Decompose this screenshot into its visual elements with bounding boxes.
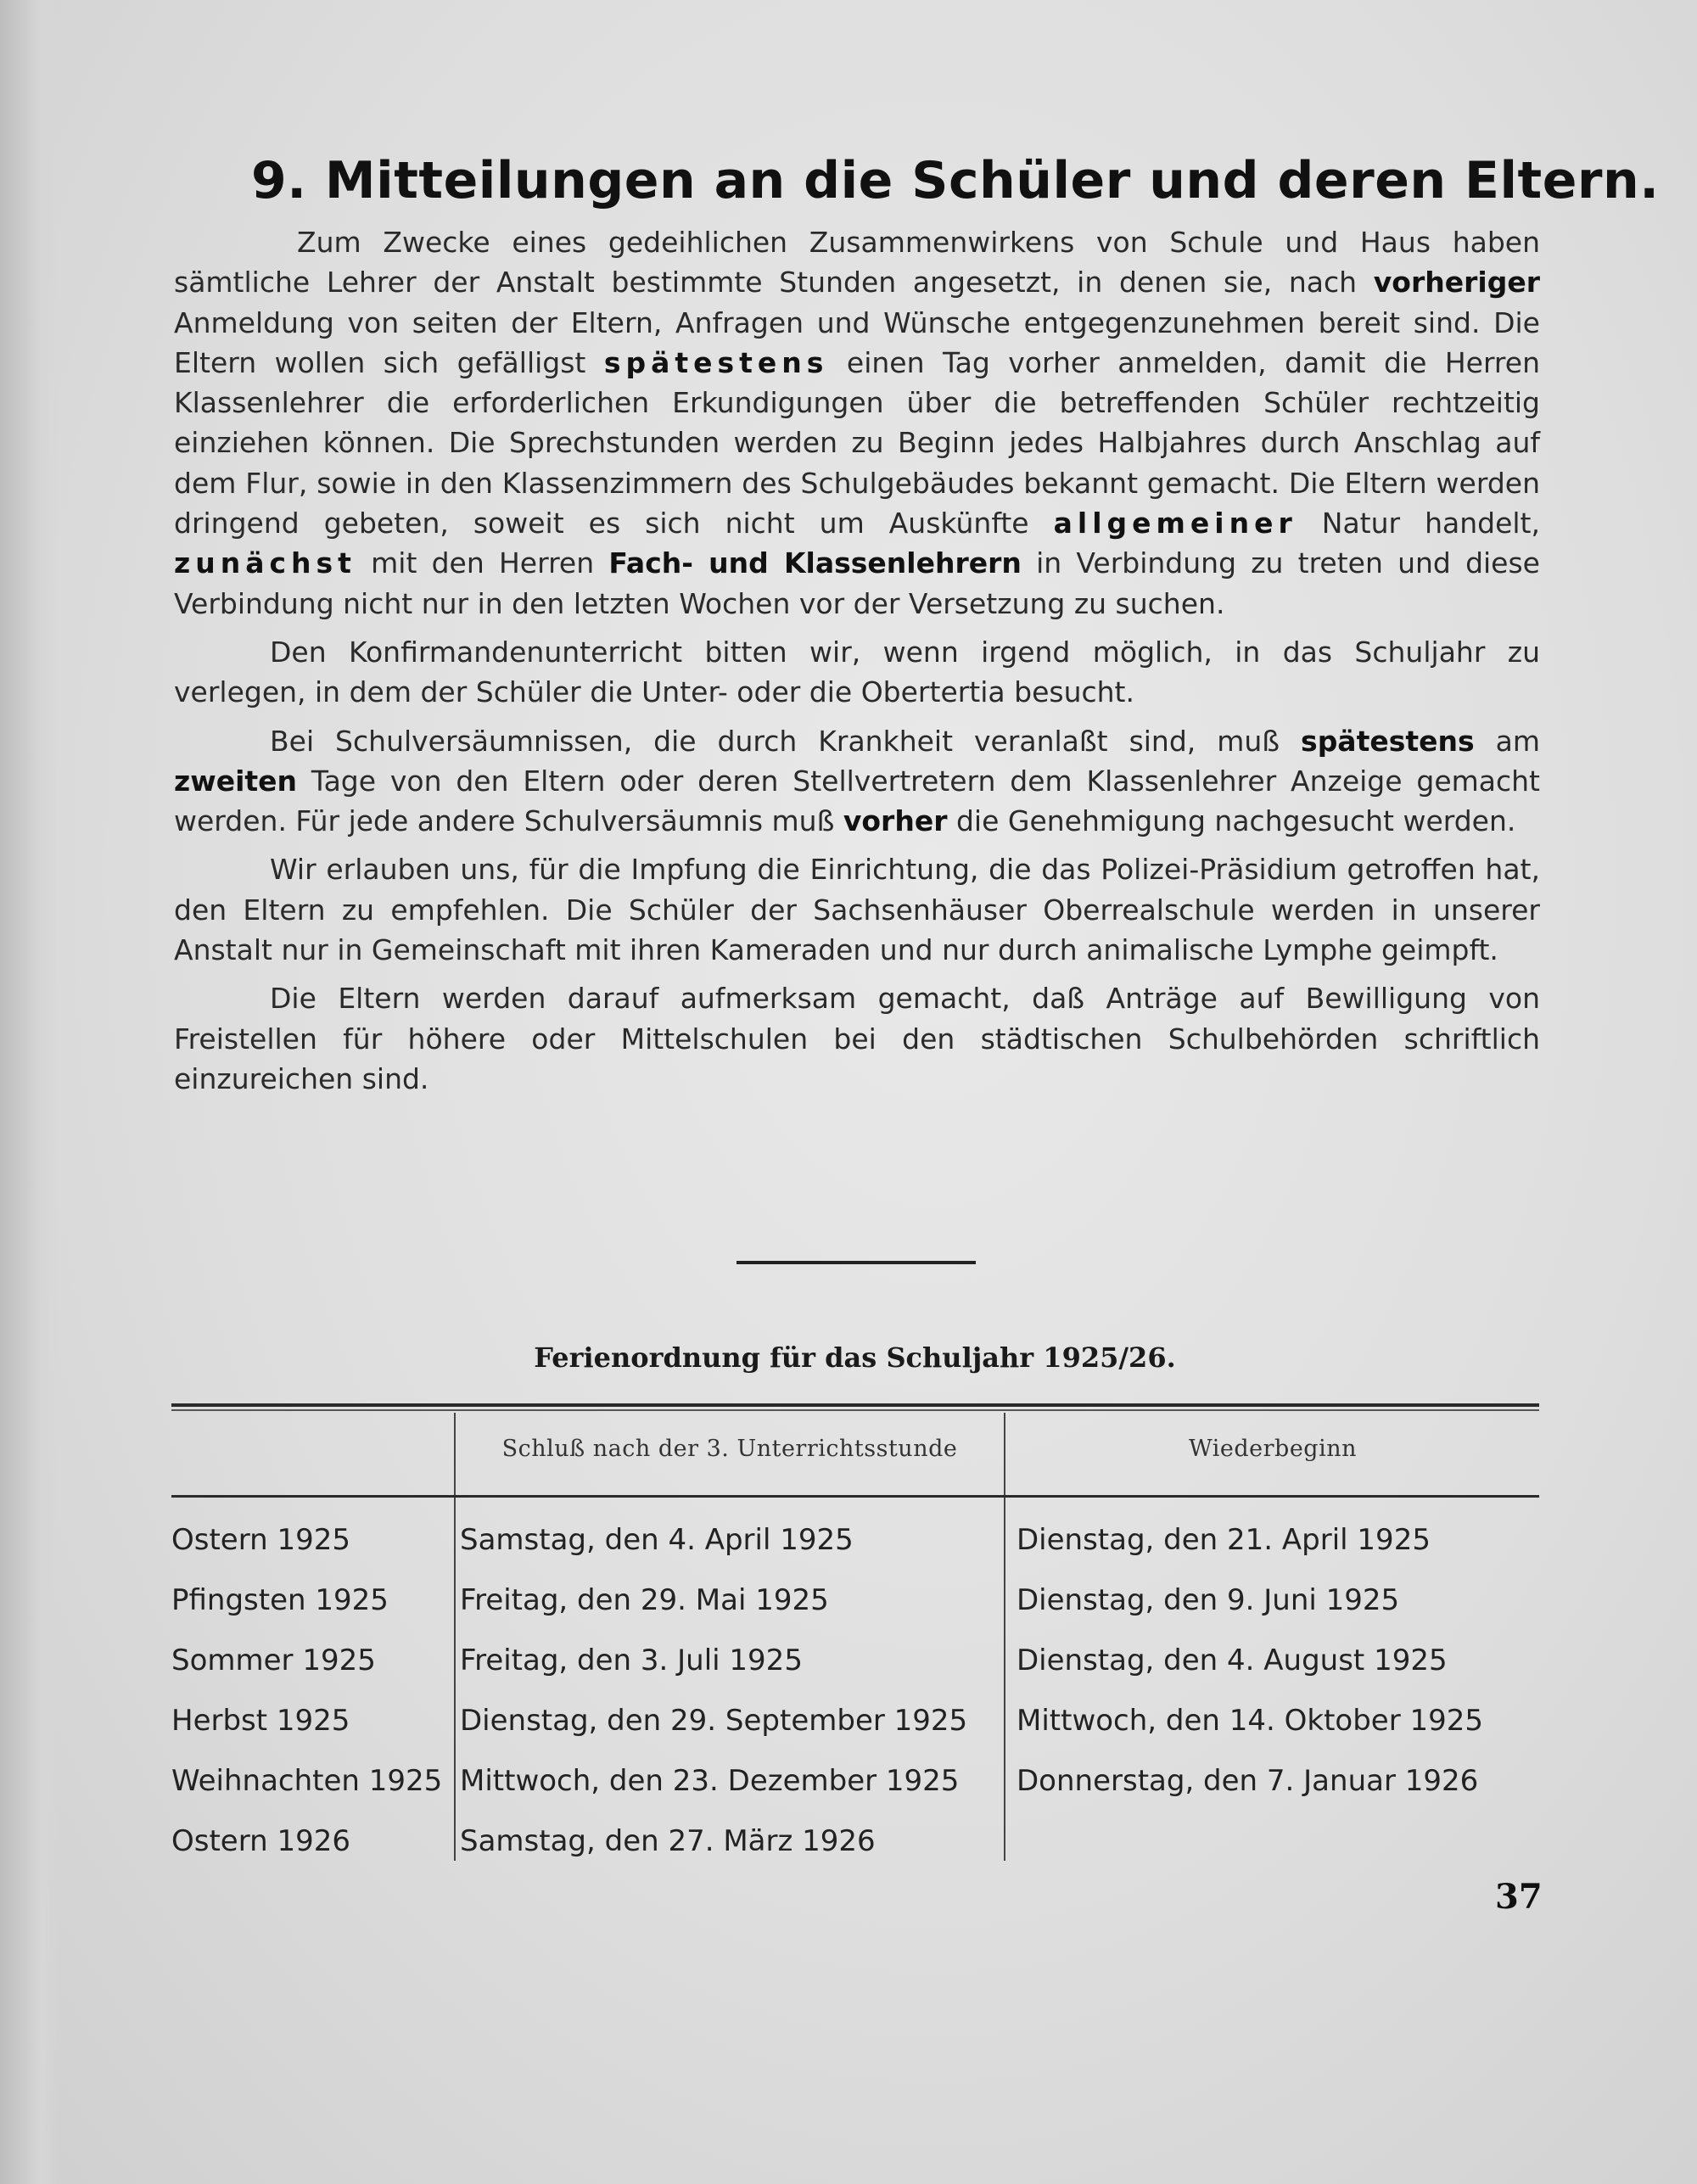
paragraph-free-places: Die Eltern werden darauf aufmerksam gemacht, daß Anträge auf Bewilligung von Freistellen für höhere oder Mittelschulen bei den städtischen Schulbehörden schriftlich einzureichen sind. xyxy=(174,982,1540,1095)
holiday-restart: Dienstag, den 4. August 1925 xyxy=(1017,1644,1448,1677)
holiday-end: Mittwoch, den 23. Dezember 1925 xyxy=(460,1764,960,1798)
table-row xyxy=(0,1704,1697,1764)
table-row xyxy=(0,1824,1697,1884)
section-heading: 9. Mitteilungen an die Schüler und deren Eltern. xyxy=(251,151,1660,210)
column-header-end: Schluß nach der 3. Unterrichtsstunde xyxy=(501,1436,958,1462)
text-run: Bei Schulversäumnissen, die durch Krankheit veranlaßt sind, muß xyxy=(270,724,1302,758)
holiday-restart: Mittwoch, den 14. Oktober 1925 xyxy=(1017,1704,1484,1738)
text-run: Natur handelt, xyxy=(1297,507,1540,540)
table-header-rule xyxy=(171,1495,1539,1498)
holiday-end: Freitag, den 3. Juli 1925 xyxy=(460,1644,803,1677)
holiday-restart: Dienstag, den 9. Juni 1925 xyxy=(1017,1583,1400,1617)
holiday-end: Samstag, den 27. März 1926 xyxy=(460,1824,876,1858)
table-row xyxy=(0,1523,1697,1583)
holiday-name: Ostern 1925 xyxy=(171,1523,350,1557)
text-run: am xyxy=(1474,724,1540,758)
emphasis-fach-und-klassenlehrern: Fach- und Klassenlehrern xyxy=(608,546,1022,580)
holiday-end: Freitag, den 29. Mai 1925 xyxy=(460,1583,829,1617)
table-top-rule-thin xyxy=(171,1409,1539,1411)
holiday-name: Ostern 1926 xyxy=(171,1824,350,1858)
table-top-rule xyxy=(171,1403,1539,1407)
body-text xyxy=(174,222,1540,1107)
text-run: Anmeldung von seiten der Eltern, Anfragen und Wünsche entgegenzunehmen bereit sind. Die Eltern wollen sich gefälligst xyxy=(174,305,1540,379)
holiday-restart: Dienstag, den 21. April 1925 xyxy=(1017,1523,1431,1557)
emphasis-allgemeiner: allgemeiner xyxy=(1053,507,1297,540)
column-header-restart: Wiederbeginn xyxy=(1188,1436,1358,1462)
page-number: 37 xyxy=(1495,1877,1543,1917)
section-divider xyxy=(736,1261,976,1264)
holiday-restart: Donnerstag, den 7. Januar 1926 xyxy=(1017,1764,1479,1798)
emphasis-spaetestens: spätestens xyxy=(603,345,829,379)
text-run: Tage von den Eltern oder deren Stellvertretern dem Klassenlehrer Anzeige gemacht werden. Für jede andere Schulversäumnis muß xyxy=(174,764,1540,838)
paragraph-absences xyxy=(174,721,1540,842)
emphasis-zweiten: zweiten xyxy=(174,764,298,798)
text-run: die Genehmigung nachgesucht werden. xyxy=(947,804,1516,838)
table-caption: Ferienordnung für das Schuljahr 1925/26. xyxy=(534,1341,1176,1374)
paragraph-confirmation-classes: Den Konfirmandenunterricht bitten wir, wenn irgend möglich, in das Schuljahr zu verlegen, in dem der Schüler die Unter- oder die Obertertia besucht. xyxy=(174,635,1540,709)
holiday-end: Samstag, den 4. April 1925 xyxy=(460,1523,854,1557)
table-row xyxy=(0,1764,1697,1824)
emphasis-vorheriger: vorheriger xyxy=(1373,266,1540,300)
table-row xyxy=(0,1644,1697,1704)
text-run: mit den Herren xyxy=(356,546,609,580)
emphasis-zunaechst: zunächst xyxy=(174,546,356,580)
text-run: Zum Zwecke eines gedeihlichen Zusammenwirkens von Schule und Haus haben sämtliche Lehrer der Anstalt bestimmte Stunden angesetzt, in denen sie, nach xyxy=(174,226,1540,300)
holiday-name: Sommer 1925 xyxy=(171,1644,376,1677)
paragraph-vaccination: Wir erlauben uns, für die Impfung die Einrichtung, die das Polizei-Präsidium getroffen hat, den Eltern zu empfehlen. Die Schüler der Sachsenhäuser Oberrealschule werden in unserer Anstalt nur in Gemeinschaft mit ihren Kameraden und nur durch animalische Lymphe geimpft. xyxy=(174,853,1540,967)
emphasis-vorher: vorher xyxy=(843,804,948,838)
holiday-name: Weihnachten 1925 xyxy=(171,1764,443,1798)
holiday-name: Pfingsten 1925 xyxy=(171,1583,389,1617)
text-run: einen Tag vorher anmelden, damit die Herren Klassenlehrer die erforderlichen Erkundigungen über die betreffenden Schüler rechtzeitig einziehen können. Die Sprechstunden werden zu Beginn jedes Halbjahres durch Anschlag auf dem Flur, sowie in den Klassenzimmern des Schulgebäudes bekannt gemacht. Die Eltern werden dringend gebeten, soweit es sich nicht um Auskünfte xyxy=(174,345,1540,540)
emphasis-spaetestens: spätestens xyxy=(1301,724,1475,758)
table-row xyxy=(0,1583,1697,1644)
holiday-table-body xyxy=(0,1523,1697,1884)
paragraph-consultation-hours xyxy=(174,222,1540,624)
holiday-end: Dienstag, den 29. September 1925 xyxy=(460,1704,968,1738)
holiday-name: Herbst 1925 xyxy=(171,1704,350,1738)
text-run: in Verbindung zu treten und diese Verbindung nicht nur in den letzten Wochen vor der Versetzung zu suchen. xyxy=(174,546,1540,620)
